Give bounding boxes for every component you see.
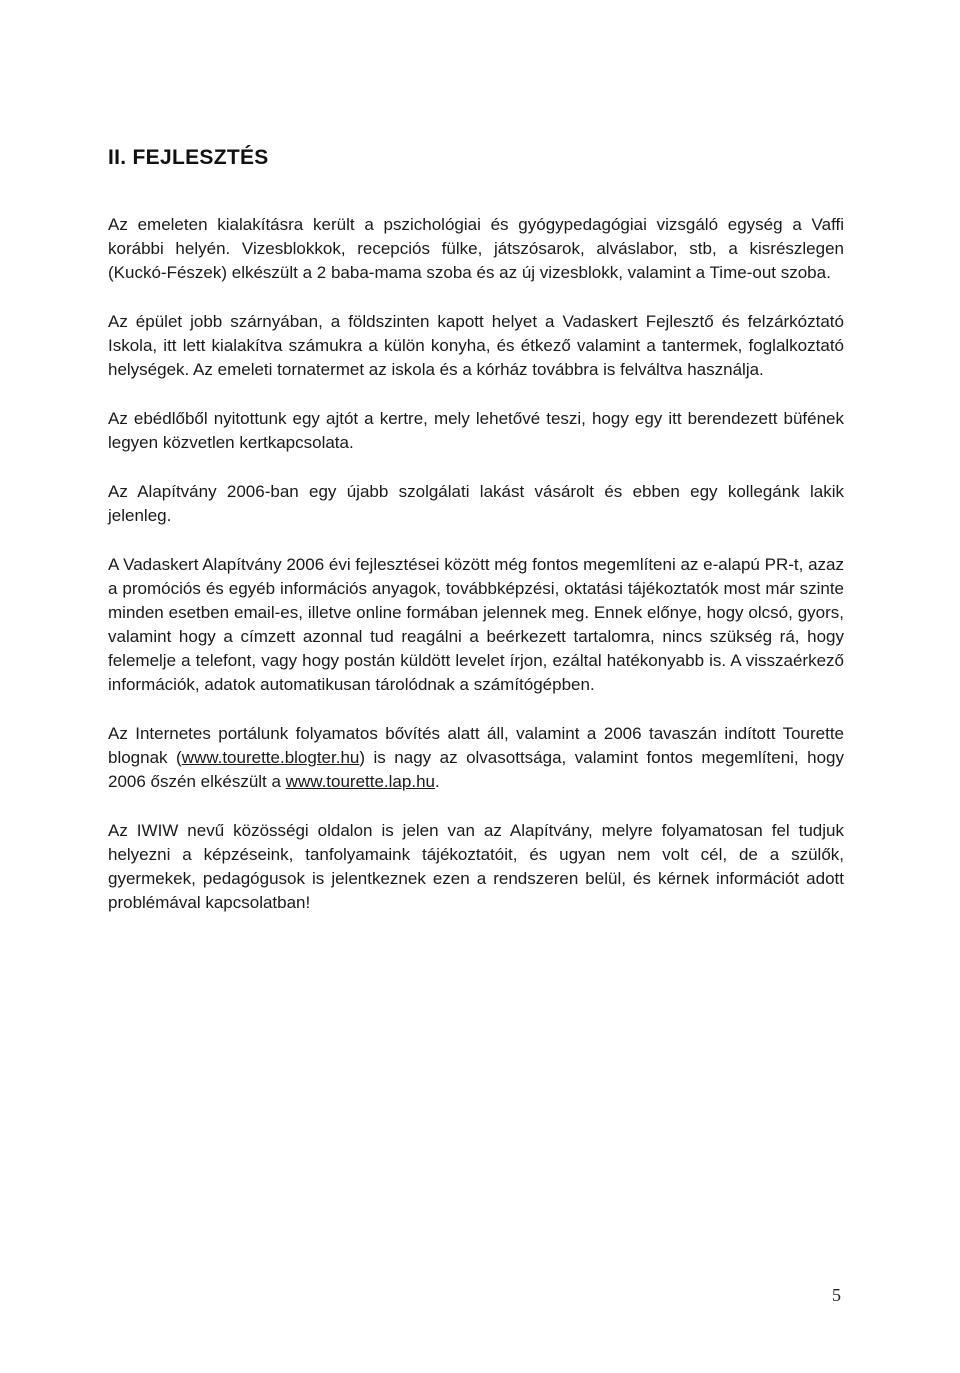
section-heading: II. FEJLESZTÉS xyxy=(108,146,269,169)
tourette-lap-link[interactable]: www.tourette.lap.hu xyxy=(285,772,435,791)
paragraph-dining-door: Az ebédlőből nyitottunk egy ajtót a kertre, mely lehetővé teszi, hogy egy itt berendezett büfének legyen közvetlen kertkapcsolata. xyxy=(108,409,844,452)
portal-text-part3: . xyxy=(434,772,440,791)
tourette-blog-link[interactable]: www.tourette.blogter.hu xyxy=(181,748,360,767)
body-text xyxy=(108,213,844,940)
paragraph-apartment: Az Alapítvány 2006-ban egy újabb szolgálati lakást vásárolt és ebben egy kollegánk lakik jelenleg. xyxy=(108,482,844,525)
paragraph-school-wing: Az épület jobb szárnyában, a földszinten kapott helyet a Vadaskert Fejlesztő és felzárkóztató Iskola, itt lett kialakítva számukra a külön konyha, és étkező valamint a tantermek, foglalkoztató helységek. Az emeleti tornatermet az iskola és a kórház továbbra is felváltva használja. xyxy=(108,312,844,379)
paragraph-e-pr: A Vadaskert Alapítvány 2006 évi fejlesztései között még fontos megemlíteni az e-alapú PR-t, azaz a promóciós és egyéb információs anyagok, továbbképzési, oktatási tájékoztatók most már szinte minden esetben email-es, illetve online formában jelennek meg. Ennek előnye, hogy olcsó, gyors, valamint hogy a címzett azonnal tud reagálni a beérkezett tartalomra, nincs szükség rá, hogy felemelje a telefont, vagy hogy postán küldött levelet írjon, ezáltal hatékonyabb is. A visszaérkező információk, adatok automatikusan tárolódnak a számítógépben. xyxy=(108,555,844,694)
paragraph-iwiw: Az IWIW nevű közösségi oldalon is jelen van az Alapítvány, melyre folyamatosan fel tudjuk helyezni a képzéseink, tanfolyamaink tájékoztatóit, és ugyan nem volt cél, de a szülők, gyermekek, pedagógusok is jelentkeznek ezen a rendszeren belül, és kérnek információt adott problémával kapcsolatban! xyxy=(108,821,844,912)
page-number: 5 xyxy=(832,1285,841,1305)
paragraph-portal xyxy=(108,722,844,794)
paragraph-renovation-upstairs: Az emeleten kialakításra került a pszichológiai és gyógypedagógiai vizsgáló egység a Vaffi korábbi helyén. Vizesblokkok, recepciós fülke, játszósarok, alváslabor, stb, a kisrészlegen (Kuckó-Fészek) elkészült a 2 baba-mama szoba és az új vizesblokk, valamint a Time-out szoba. xyxy=(108,215,844,282)
portal-text-part1: Az Internetes portálunk folyamatos bővítés alatt áll, valamint a 2006 tavaszán indított Tourette blognak ( xyxy=(108,724,844,767)
portal-text-part2: ) is nagy az olvasottsága, valamint fontos megemlíteni, hogy 2006 őszén elkészült a xyxy=(108,748,844,791)
